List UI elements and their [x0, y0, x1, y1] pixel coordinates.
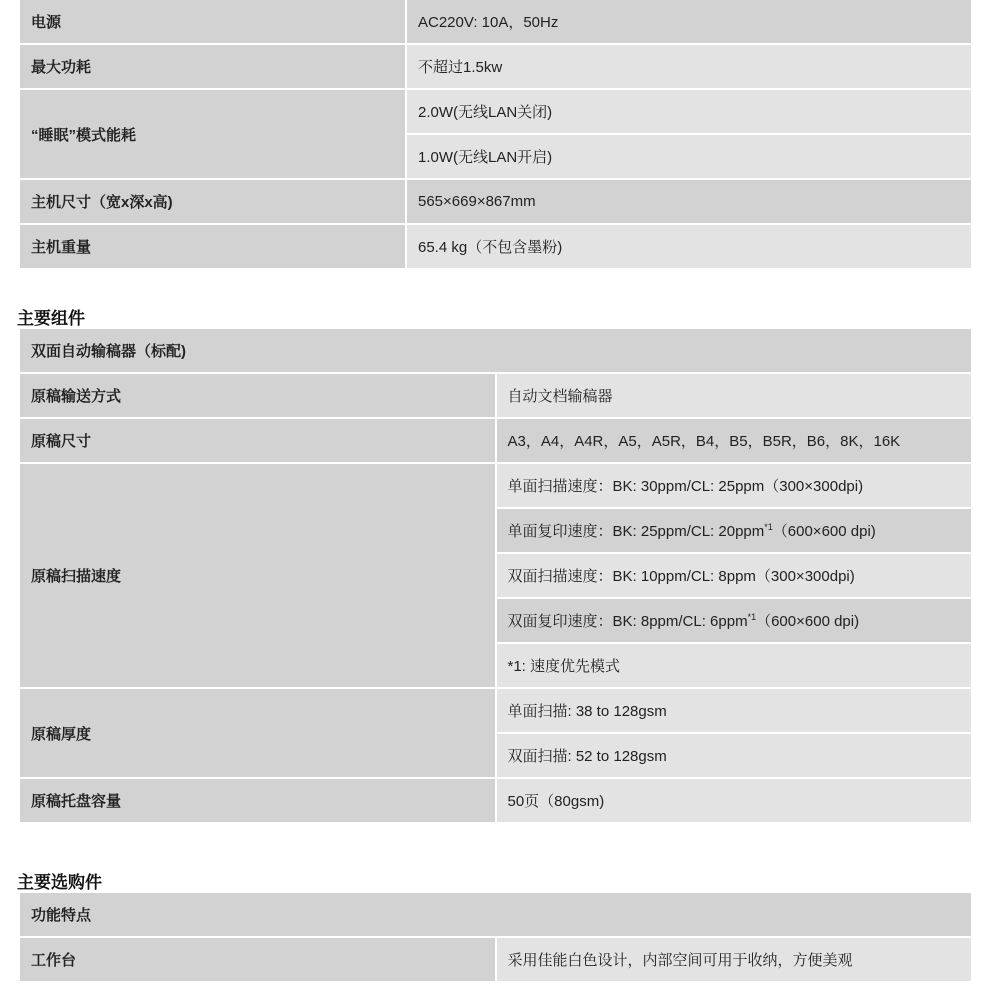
- original-size-value: A3，A4，A4R，A5，A5R，B4，B5，B5R，B6，8K，16K: [496, 418, 973, 463]
- scan-speed-row: [496, 598, 973, 643]
- options-section-title: 主要选购件: [17, 873, 102, 892]
- scan-speed-text: 单面复印速度：BK: 25ppm/CL: 20ppm: [507, 523, 765, 540]
- table-row: [19, 463, 972, 508]
- footnote-marker: *1: [747, 612, 757, 622]
- table-row: [19, 224, 972, 269]
- features-header: 功能特点: [19, 892, 972, 937]
- table-row: [19, 0, 972, 44]
- table-row: [19, 892, 972, 937]
- scan-speed-resolution: （600×600 dpi): [772, 523, 876, 540]
- footnote-marker: *1: [764, 522, 773, 532]
- tray-capacity-value: 50页（80gsm): [496, 778, 973, 823]
- scan-speed-label: 原稿扫描速度: [19, 463, 496, 688]
- workbench-value: 采用佳能白色设计，内部空间可用于收纳，方便美观: [496, 937, 973, 982]
- tray-capacity-label: 原稿托盘容量: [19, 778, 496, 823]
- scan-speed-footnote: [496, 643, 973, 688]
- thickness-value-2: 双面扫描: 52 to 128gsm: [496, 733, 973, 778]
- sleep-mode-value-1: 2.0W(无线LAN关闭): [406, 89, 972, 134]
- scan-speed-text: 双面扫描速度：BK: 10ppm/CL: 8ppm（300×300dpi): [507, 568, 855, 585]
- options-table: [18, 891, 973, 983]
- table-row: [19, 89, 972, 134]
- dimensions-value: 565×669×867mm: [406, 179, 972, 224]
- table-row: [19, 418, 972, 463]
- max-power-value: 不超过1.5kw: [406, 44, 972, 89]
- scan-speed-row: [496, 553, 973, 598]
- table-row: [19, 44, 972, 89]
- table-row: [19, 373, 972, 418]
- table-row: [19, 937, 972, 982]
- dimensions-label: 主机尺寸（宽x深x高): [19, 179, 406, 224]
- adf-header: 双面自动输稿器（标配): [19, 328, 972, 373]
- components-section-title: 主要组件: [17, 309, 85, 328]
- thickness-value-1: 单面扫描: 38 to 128gsm: [496, 688, 973, 733]
- spec-table: [18, 0, 973, 270]
- sleep-mode-label: “睡眠”模式能耗: [19, 89, 406, 179]
- feed-method-label: 原稿输送方式: [19, 373, 496, 418]
- max-power-label: 最大功耗: [19, 44, 406, 89]
- weight-label: 主机重量: [19, 224, 406, 269]
- footnote-text: *1: 速度优先模式: [507, 658, 621, 675]
- table-row: [19, 328, 972, 373]
- scan-speed-text: 双面复印速度：BK: 8ppm/CL: 6ppm: [507, 613, 748, 630]
- table-row: [19, 179, 972, 224]
- power-label: 电源: [19, 0, 406, 44]
- sleep-mode-value-2: 1.0W(无线LAN开启): [406, 134, 972, 179]
- scan-speed-row: [496, 508, 973, 553]
- components-table: [18, 327, 973, 824]
- table-row: [19, 778, 972, 823]
- power-value: AC220V: 10A，50Hz: [406, 0, 972, 44]
- thickness-label: 原稿厚度: [19, 688, 496, 778]
- workbench-label: 工作台: [19, 937, 496, 982]
- scan-speed-resolution: （600×600 dpi): [756, 613, 860, 630]
- original-size-label: 原稿尺寸: [19, 418, 496, 463]
- scan-speed-row: [496, 463, 973, 508]
- table-row: [19, 688, 972, 733]
- scan-speed-text: 单面扫描速度：BK: 30ppm/CL: 25ppm（300×300dpi): [507, 478, 864, 495]
- weight-value: 65.4 kg（不包含墨粉): [406, 224, 972, 269]
- feed-method-value: 自动文档输稿器: [496, 373, 973, 418]
